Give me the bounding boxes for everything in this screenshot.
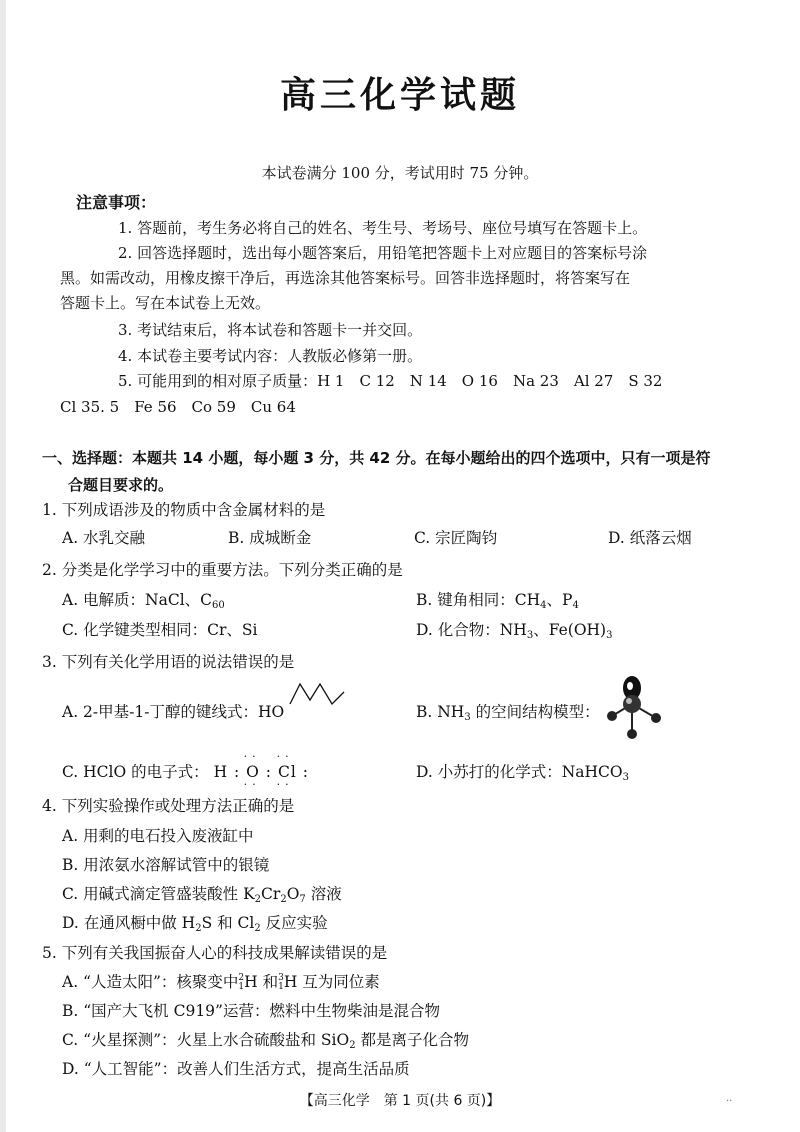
q4-stem: 4. 下列实验操作或处理方法正确的是 xyxy=(42,797,295,815)
skeletal-formula-image xyxy=(288,678,348,708)
section-1-heading xyxy=(42,445,762,499)
q2-stem: 2. 分类是化学学习中的重要方法。下列分类正确的是 xyxy=(42,561,403,579)
exam-meta: 本试卷满分 100 分，考试用时 75 分钟。 xyxy=(261,164,539,182)
note-5-line-2: Cl 35. 5 Fe 56 Co 59 Cu 64 xyxy=(60,398,296,416)
q3-option-b: B. $NH_3$ 的空间结构模型： xyxy=(416,703,600,723)
q1-option-b: B. 成城断金 xyxy=(228,529,312,547)
q4-option-a: A. 用剩的电石投入废液缸中 xyxy=(62,827,254,845)
q2-option-b: B. 键角相同：$CH_4$、$P_4$ xyxy=(416,591,579,611)
q3-option-d: D. 小苏打的化学式：NaHCO$_3$ xyxy=(416,763,629,783)
q1-option-a: A. 水乳交融 xyxy=(62,529,146,547)
q3-option-c: C. HClO 的电子式： ·· ·· H : O : Cl : ·· ·· xyxy=(62,750,309,791)
q2-option-d: D. 化合物：$NH_3$、$Fe(OH)_3$ xyxy=(416,621,613,641)
corner-mark: ·· xyxy=(726,1096,733,1107)
q5-option-d: D. “人工智能”：改善人们生活方式，提高生活品质 xyxy=(62,1060,410,1078)
section-1-line-1: 一、选择题：本题共 14 小题，每小题 3 分，共 42 分。在每小题给出的四个选项中，只有一项是符 xyxy=(42,449,711,467)
section-1-line-2: 合题目要求的。 xyxy=(68,476,174,494)
notes-heading: 注意事项： xyxy=(76,193,157,212)
hclo-electron-formula: H : O : Cl : xyxy=(213,763,309,781)
q4-option-c: C. 用碱式滴定管盛装酸性 $K_2Cr_2O_7$ 溶液 xyxy=(62,885,342,905)
note-3: 3. 考试结束后，将本试卷和答题卡一并交回。 xyxy=(118,321,423,339)
q1-option-c: C. 宗匠陶钧 xyxy=(414,529,498,547)
q2-option-c: C. 化学键类型相同：Cr、Si xyxy=(62,621,258,639)
q4-option-b: B. 用浓氨水溶解试管中的银镜 xyxy=(62,856,270,874)
q5-option-b: B. “国产大飞机 C919”运营：燃料中生物柴油是混合物 xyxy=(62,1002,440,1020)
q5-option-c: C. “火星探测”：火星上水合硫酸盐和 SiO$_2$ 都是离子化合物 xyxy=(62,1031,470,1051)
exam-title: 高三化学试题 xyxy=(279,75,520,116)
note-2-line-2: 黑。如需改动，用橡皮擦干净后，再选涂其他答案标号。回答非选择题时，将答案写在 xyxy=(60,269,631,287)
ammonia-ball-stick-model-image xyxy=(604,674,664,742)
q3-stem: 3. 下列有关化学用语的说法错误的是 xyxy=(42,653,295,671)
note-2-line-3: 答题卡上。写在本试卷上无效。 xyxy=(60,294,271,312)
note-4: 4. 本试卷主要考试内容：人教版必修第一册。 xyxy=(118,347,423,365)
page-footer: 【高三化学 第 1 页(共 6 页)】 xyxy=(299,1093,501,1109)
q5-stem: 5. 下列有关我国振奋人心的科技成果解读错误的是 xyxy=(42,944,388,962)
q1-stem: 1. 下列成语涉及的物质中含金属材料的是 xyxy=(42,501,326,519)
note-1: 1. 答题前，考生务必将自己的姓名、考生号、考场号、座位号填写在答题卡上。 xyxy=(118,219,648,237)
q4-option-d: D. 在通风橱中做 $H_2S$ 和 $Cl_2$ 反应实验 xyxy=(62,914,328,934)
q5-option-a: A. “人造太阳”：核聚变中 2 1 H 和 3 1 H 互为同位素 xyxy=(62,973,380,992)
note-5-line-1: 5. 可能用到的相对原子质量：H 1 C 12 N 14 O 16 Na 23 Al 27 S 32 xyxy=(118,372,663,390)
q1-option-d: D. 纸落云烟 xyxy=(608,529,692,547)
q3-option-a: A. 2-甲基-1-丁醇的键线式：HO xyxy=(62,703,285,721)
q2-option-a: A. 电解质：NaCl、$C_{60}$ xyxy=(62,591,225,611)
note-2-line-1: 2. 回答选择题时，选出每小题答案后，用铅笔把答题卡上对应题目的答案标号涂 xyxy=(118,244,648,262)
